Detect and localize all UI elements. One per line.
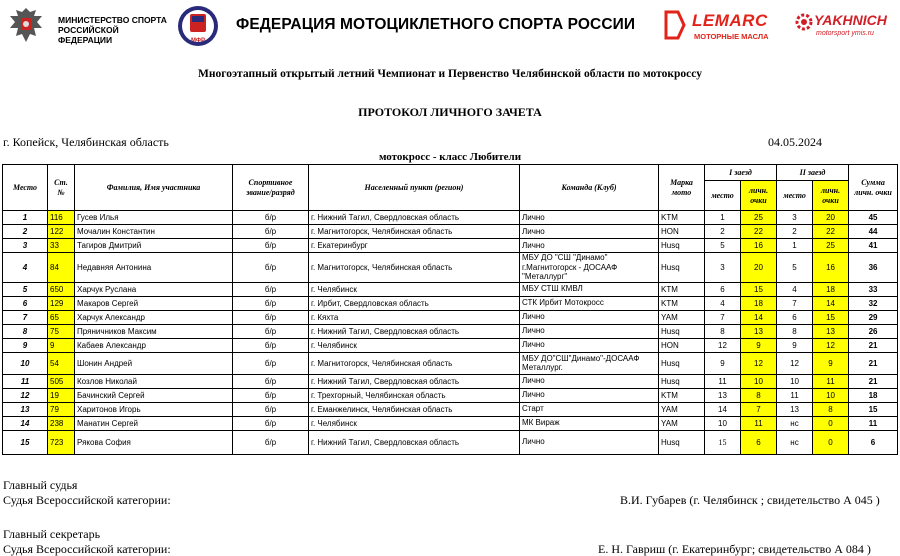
cell-city: г. Ирбит, Свердловская область — [309, 296, 520, 310]
federation-title: ФЕДЕРАЦИЯ МОТОЦИКЛЕТНОГО СПОРТА РОССИИ — [236, 16, 636, 33]
cell-race2-pos: 2 — [777, 225, 813, 239]
cell-total: 41 — [849, 239, 898, 253]
cell-brand: YAM — [659, 416, 705, 430]
cell-race1-pts: 7 — [741, 402, 777, 416]
cell-place: 13 — [3, 402, 48, 416]
cell-name: Харчук Руслана — [75, 282, 233, 296]
cell-total: 18 — [849, 388, 898, 402]
cell-race1-pts: 22 — [741, 225, 777, 239]
cell-total: 15 — [849, 402, 898, 416]
cell-total: 45 — [849, 211, 898, 225]
cell-race2-pts: 8 — [813, 402, 849, 416]
cell-race1-pos: 11 — [705, 374, 741, 388]
cell-rank: б/р — [233, 324, 309, 338]
cell-place: 10 — [3, 352, 48, 374]
header-race2-pos: место — [777, 181, 813, 211]
cell-race2-pts: 22 — [813, 225, 849, 239]
cell-place: 5 — [3, 282, 48, 296]
cell-team: Лично — [520, 338, 659, 352]
cell-place: 9 — [3, 338, 48, 352]
cell-race2-pts: 20 — [813, 211, 849, 225]
cell-team: МБУ ДО "СШ "Динамо" г.Магнитогорск - ДОСААФ "Металлург" — [520, 253, 659, 283]
cell-name: Шонин Андрей — [75, 352, 233, 374]
event-location: г. Копейск, Челябинская область — [3, 135, 169, 149]
cell-name: Рякова София — [75, 430, 233, 454]
event-date: 04.05.2024 — [768, 135, 822, 149]
cell-race1-pos: 1 — [705, 211, 741, 225]
yakhnich-logo — [794, 10, 900, 44]
lemarc-mark-icon — [664, 10, 686, 40]
cell-rank: б/р — [233, 388, 309, 402]
cell-team: МК Вираж — [520, 416, 659, 430]
cell-brand: KTM — [659, 282, 705, 296]
cell-race2-pos: нс — [777, 430, 813, 454]
cell-team: Лично — [520, 388, 659, 402]
cell-race1-pos: 14 — [705, 402, 741, 416]
cell-race2-pts: 13 — [813, 324, 849, 338]
table-row — [3, 374, 898, 388]
cell-place: 6 — [3, 296, 48, 310]
cell-race1-pos: 2 — [705, 225, 741, 239]
cell-name: Кабаев Александр — [75, 338, 233, 352]
cell-total: 11 — [849, 416, 898, 430]
cell-city: г. Магнитогорск, Челябинская область — [309, 225, 520, 239]
cell-race1-pts: 10 — [741, 374, 777, 388]
cell-city: г. Челябинск — [309, 338, 520, 352]
mfr-logo-text: МФР — [190, 38, 206, 44]
cell-place: 3 — [3, 239, 48, 253]
cell-number: 723 — [48, 430, 75, 454]
cell-rank: б/р — [233, 338, 309, 352]
header-race1-pts: личн. очки — [741, 181, 777, 211]
header-brand: Марка мото — [659, 165, 705, 211]
header-race2-pts: личн. очки — [813, 181, 849, 211]
cell-race1-pos: 15 — [705, 430, 741, 454]
cell-number: 9 — [48, 338, 75, 352]
results-table — [2, 164, 898, 455]
cell-race1-pos: 13 — [705, 388, 741, 402]
cell-brand: HON — [659, 338, 705, 352]
yakhnich-tagline: motorsport ymis.ru — [816, 30, 874, 37]
championship-title: Многоэтапный открытый летний Чемпионат и Первенство Челябинской области по мотокроссу — [198, 68, 702, 80]
cell-race2-pts: 9 — [813, 352, 849, 374]
cell-team: Старт — [520, 402, 659, 416]
cell-race1-pts: 13 — [741, 324, 777, 338]
cell-name: Козлов Николай — [75, 374, 233, 388]
cell-team: Лично — [520, 239, 659, 253]
cell-brand: Husq — [659, 430, 705, 454]
cell-city: г. Еманжелинск, Челябинская область — [309, 402, 520, 416]
cell-brand: Husq — [659, 239, 705, 253]
cell-race2-pts: 14 — [813, 296, 849, 310]
cell-rank: б/р — [233, 416, 309, 430]
cell-name: Харчук Александр — [75, 310, 233, 324]
ministry-emblem-icon — [4, 4, 48, 48]
cell-race2-pos: 13 — [777, 402, 813, 416]
page-header — [0, 0, 900, 56]
cell-race2-pts: 12 — [813, 338, 849, 352]
cell-race1-pos: 4 — [705, 296, 741, 310]
cell-total: 36 — [849, 253, 898, 283]
protocol-title: ПРОТОКОЛ ЛИЧНОГО ЗАЧЕТА — [358, 105, 542, 119]
cell-city: г. Нижний Тагил, Свердловская область — [309, 211, 520, 225]
header-number: Ст. № — [48, 165, 75, 211]
cell-brand: KTM — [659, 388, 705, 402]
cell-place: 11 — [3, 374, 48, 388]
cell-number: 65 — [48, 310, 75, 324]
yakhnich-gear-icon — [794, 12, 814, 32]
cell-race1-pts: 15 — [741, 282, 777, 296]
cell-team: СТК Ирбит Мотокросс — [520, 296, 659, 310]
judge-category: Судья Всероссийской категории: — [3, 493, 171, 507]
cell-team: Лично — [520, 430, 659, 454]
judge-name: В.И. Губарев (г. Челябинск ; свидетельство А 045 ) — [620, 493, 880, 507]
cell-city: г. Екатеринбург — [309, 239, 520, 253]
header-race2: II заезд — [777, 165, 849, 181]
cell-team: МБУ СТШ КМВЛ — [520, 282, 659, 296]
cell-race1-pts: 9 — [741, 338, 777, 352]
table-row — [3, 282, 898, 296]
cell-city: г. Кяхта — [309, 310, 520, 324]
cell-number: 122 — [48, 225, 75, 239]
secretary-name: Е. Н. Гавриш (г. Екатеринбург; свидетельство А 084 ) — [598, 542, 871, 556]
cell-race2-pos: 8 — [777, 324, 813, 338]
cell-race2-pos: 11 — [777, 388, 813, 402]
cell-rank: б/р — [233, 402, 309, 416]
cell-number: 79 — [48, 402, 75, 416]
cell-total: 33 — [849, 282, 898, 296]
cell-name: Манатин Сергей — [75, 416, 233, 430]
cell-name: Тагиров Дмитрий — [75, 239, 233, 253]
cell-brand: HON — [659, 225, 705, 239]
table-row — [3, 225, 898, 239]
cell-place: 12 — [3, 388, 48, 402]
lemarc-wordmark: LEMARC — [692, 11, 768, 30]
cell-number: 19 — [48, 388, 75, 402]
cell-total: 21 — [849, 338, 898, 352]
cell-total: 32 — [849, 296, 898, 310]
cell-name: Недавняя Антонина — [75, 253, 233, 283]
cell-race2-pts: 11 — [813, 374, 849, 388]
cell-race2-pos: 10 — [777, 374, 813, 388]
cell-number: 129 — [48, 296, 75, 310]
table-row — [3, 352, 898, 374]
cell-rank: б/р — [233, 352, 309, 374]
cell-total: 29 — [849, 310, 898, 324]
cell-total: 21 — [849, 374, 898, 388]
cell-rank: б/р — [233, 253, 309, 283]
cell-team: Лично — [520, 310, 659, 324]
cell-number: 238 — [48, 416, 75, 430]
cell-race1-pos: 10 — [705, 416, 741, 430]
cell-race1-pos: 9 — [705, 352, 741, 374]
cell-race1-pts: 11 — [741, 416, 777, 430]
table-row — [3, 296, 898, 310]
table-row — [3, 310, 898, 324]
cell-race2-pos: 4 — [777, 282, 813, 296]
table-row — [3, 402, 898, 416]
cell-city: г. Нижний Тагил, Свердловская область — [309, 324, 520, 338]
cell-rank: б/р — [233, 430, 309, 454]
cell-place: 4 — [3, 253, 48, 283]
cell-place: 1 — [3, 211, 48, 225]
cell-name: Гусев Илья — [75, 211, 233, 225]
cell-brand: KTM — [659, 211, 705, 225]
cell-team: Лично — [520, 324, 659, 338]
cell-brand: KTM — [659, 296, 705, 310]
cell-rank: б/р — [233, 239, 309, 253]
cell-place: 2 — [3, 225, 48, 239]
cell-city: г. Трехгорный, Челябинская область — [309, 388, 520, 402]
cell-race2-pos: 1 — [777, 239, 813, 253]
cell-total: 26 — [849, 324, 898, 338]
cell-race1-pos: 12 — [705, 338, 741, 352]
cell-rank: б/р — [233, 211, 309, 225]
cell-number: 650 — [48, 282, 75, 296]
cell-race1-pos: 5 — [705, 239, 741, 253]
table-row — [3, 239, 898, 253]
cell-name: Мочалин Константин — [75, 225, 233, 239]
cell-name: Макаров Сергей — [75, 296, 233, 310]
cell-total: 6 — [849, 430, 898, 454]
cell-city: г. Челябинск — [309, 416, 520, 430]
cell-race2-pts: 15 — [813, 310, 849, 324]
cell-team: МБУ ДО"СШ"Динамо"-ДОСААФ Металлург. — [520, 352, 659, 374]
race-class: мотокросс - класс Любители — [378, 151, 522, 163]
cell-number: 505 — [48, 374, 75, 388]
cell-race2-pts: 0 — [813, 430, 849, 454]
cell-brand: Husq — [659, 324, 705, 338]
cell-number: 54 — [48, 352, 75, 374]
cell-city: г. Нижний Тагил, Свердловская область — [309, 430, 520, 454]
cell-race2-pts: 0 — [813, 416, 849, 430]
header-place: Место — [3, 165, 48, 211]
cell-place: 14 — [3, 416, 48, 430]
cell-race2-pos: 7 — [777, 296, 813, 310]
cell-race1-pts: 6 — [741, 430, 777, 454]
cell-race2-pos: 12 — [777, 352, 813, 374]
cell-name: Бачинский Сергей — [75, 388, 233, 402]
cell-team: Лично — [520, 374, 659, 388]
cell-race1-pts: 20 — [741, 253, 777, 283]
header-race1: I заезд — [705, 165, 777, 181]
cell-place: 8 — [3, 324, 48, 338]
cell-race2-pts: 18 — [813, 282, 849, 296]
cell-rank: б/р — [233, 374, 309, 388]
table-row — [3, 324, 898, 338]
cell-name: Пряничников Максим — [75, 324, 233, 338]
chief-judge-label: Главный судья — [3, 478, 78, 492]
cell-brand: Husq — [659, 374, 705, 388]
table-row — [3, 416, 898, 430]
cell-place: 7 — [3, 310, 48, 324]
cell-race2-pts: 10 — [813, 388, 849, 402]
table-row — [3, 211, 898, 225]
cell-place: 15 — [3, 430, 48, 454]
cell-race2-pos: 3 — [777, 211, 813, 225]
cell-race1-pts: 16 — [741, 239, 777, 253]
cell-brand: YAM — [659, 402, 705, 416]
cell-race2-pts: 16 — [813, 253, 849, 283]
header-race1-pos: место — [705, 181, 741, 211]
cell-rank: б/р — [233, 225, 309, 239]
cell-brand: YAM — [659, 310, 705, 324]
cell-race1-pts: 25 — [741, 211, 777, 225]
cell-number: 84 — [48, 253, 75, 283]
header-total: Сумма личн. очки — [849, 165, 898, 211]
ministry-name: МИНИСТЕРСТВО СПОРТА РОССИЙСКОЙ ФЕДЕРАЦИИ — [58, 15, 167, 45]
cell-name: Харитонов Игорь — [75, 402, 233, 416]
table-row — [3, 338, 898, 352]
header-rank: Спортивное звание/разряд — [233, 165, 309, 211]
cell-race2-pos: нс — [777, 416, 813, 430]
cell-race1-pts: 14 — [741, 310, 777, 324]
cell-race1-pos: 3 — [705, 253, 741, 283]
cell-total: 44 — [849, 225, 898, 239]
cell-race1-pts: 8 — [741, 388, 777, 402]
header-name: Фамилия, Имя участника — [75, 165, 233, 211]
cell-team: Лично — [520, 211, 659, 225]
cell-number: 75 — [48, 324, 75, 338]
cell-number: 33 — [48, 239, 75, 253]
cell-race2-pos: 9 — [777, 338, 813, 352]
cell-brand: Husq — [659, 253, 705, 283]
cell-race2-pos: 6 — [777, 310, 813, 324]
cell-total: 21 — [849, 352, 898, 374]
yakhnich-wordmark: YAKHNICH — [814, 12, 887, 28]
cell-race1-pos: 6 — [705, 282, 741, 296]
mfr-logo-icon — [176, 4, 220, 50]
cell-race1-pts: 18 — [741, 296, 777, 310]
cell-city: г. Челябинск — [309, 282, 520, 296]
table-row — [3, 430, 898, 454]
table-row — [3, 388, 898, 402]
header-city: Населенный пункт (регион) — [309, 165, 520, 211]
cell-team: Лично — [520, 225, 659, 239]
header-team: Команда (Клуб) — [520, 165, 659, 211]
cell-brand: Husq — [659, 352, 705, 374]
cell-city: г. Нижний Тагил, Свердловская область — [309, 374, 520, 388]
cell-number: 116 — [48, 211, 75, 225]
cell-rank: б/р — [233, 296, 309, 310]
lemarc-tagline: МОТОРНЫЕ МАСЛА — [694, 32, 769, 41]
chief-secretary-label: Главный секретарь — [3, 527, 101, 541]
table-row — [3, 253, 898, 283]
cell-race1-pos: 8 — [705, 324, 741, 338]
cell-race1-pos: 7 — [705, 310, 741, 324]
cell-city: г. Магнитогорск, Челябинская область — [309, 253, 520, 283]
cell-race1-pts: 12 — [741, 352, 777, 374]
cell-race2-pts: 25 — [813, 239, 849, 253]
cell-race2-pos: 5 — [777, 253, 813, 283]
cell-rank: б/р — [233, 282, 309, 296]
cell-rank: б/р — [233, 310, 309, 324]
lemarc-logo — [664, 8, 782, 44]
secretary-category: Судья Всероссийской категории: — [3, 542, 171, 556]
cell-city: г. Магнитогорск, Челябинская область — [309, 352, 520, 374]
